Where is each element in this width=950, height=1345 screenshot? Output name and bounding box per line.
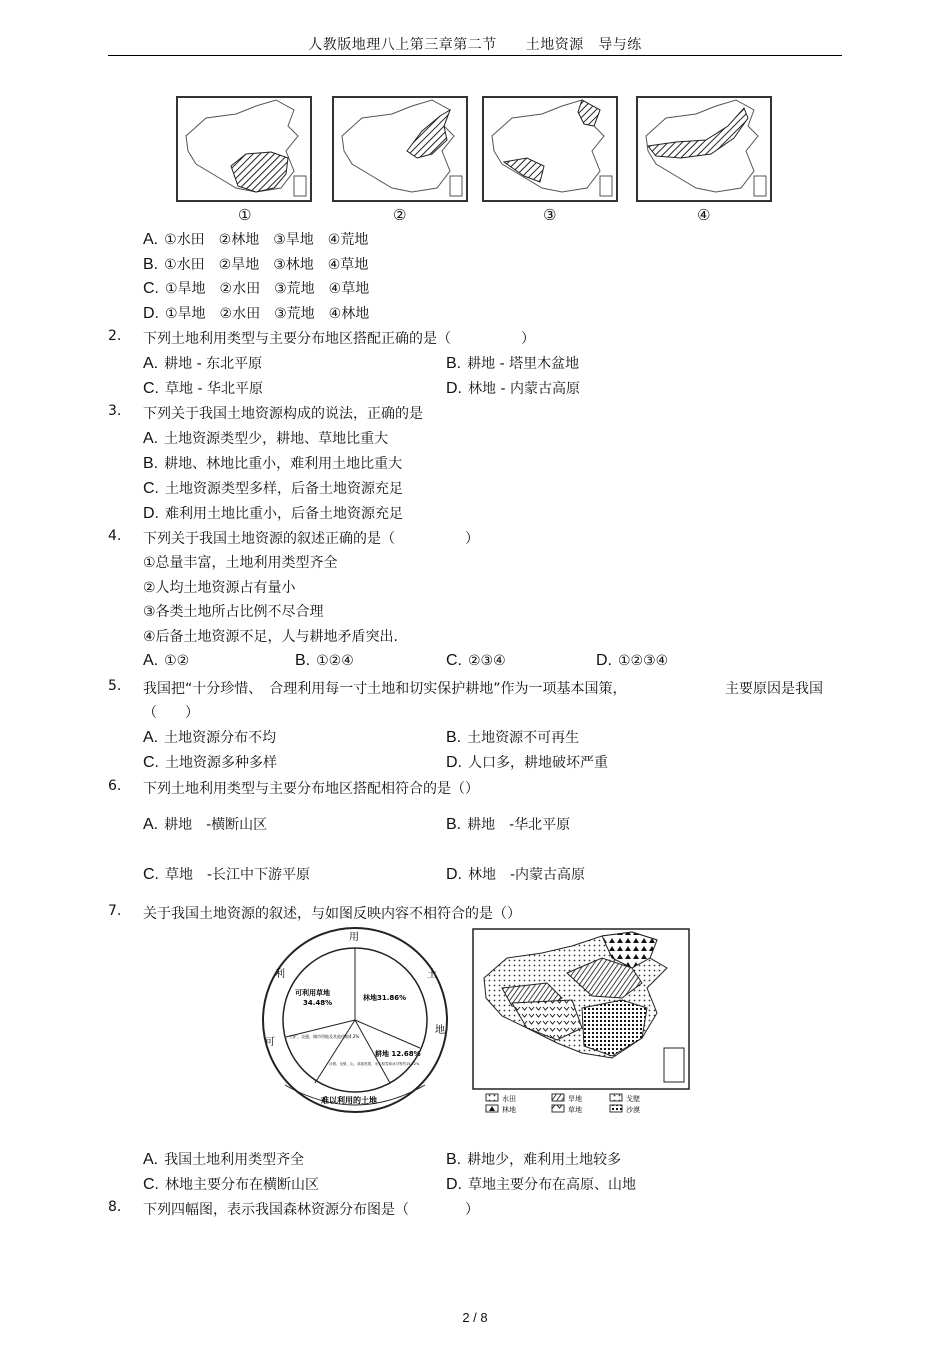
- q3-option-d[interactable]: D. 难利用土地比重小，后备土地资源充足: [143, 505, 403, 522]
- q6-number: 6.: [108, 778, 122, 794]
- q5-stem-line1: 我国把“十分珍惜、 合理利用每一寸土地和切实保护耕地”作为一项基本国策，: [143, 681, 627, 697]
- q5-stem-line2: （ ）: [143, 705, 199, 721]
- q7-stem: 关于我国土地资源的叙述，与如图反映内容不相符合的是（）: [143, 906, 521, 922]
- q2-option-a[interactable]: A. 耕地 - 东北平原: [143, 355, 263, 372]
- q2-option-b[interactable]: B. 耕地 - 塔里木盆地: [446, 355, 580, 372]
- q5-option-c[interactable]: C. 土地资源多种多样: [143, 754, 277, 771]
- land-use-map: [472, 928, 692, 1118]
- map-label-4: ④: [697, 206, 711, 224]
- q4-option-d[interactable]: D. ①②③④: [596, 652, 669, 669]
- q7-option-a[interactable]: A. 我国土地利用类型齐全: [143, 1151, 305, 1168]
- pie-farm-label: 耕地 12.68%: [375, 1050, 421, 1058]
- q4-number: 4.: [108, 528, 122, 544]
- legend-label-6: 沙漠: [626, 1106, 640, 1114]
- q7-option-d[interactable]: D. 草地主要分布在高原、山地: [446, 1176, 636, 1193]
- q1-option-b[interactable]: B. ①水田 ②旱地 ③林地 ④草地: [143, 256, 369, 273]
- pie-forest-label: 林地31.86%: [363, 994, 407, 1002]
- q3-number: 3.: [108, 403, 122, 419]
- q4-item-3: ③各类土地所占比例不尽合理: [143, 604, 324, 620]
- pie-hard-desc: 沙漠、戈壁、山、高寒荒漠、永久积雪和冰川等约15.72%: [329, 1062, 420, 1066]
- map-label-1: ①: [238, 206, 252, 224]
- header-rule: [108, 55, 842, 56]
- land-use-maps: [176, 96, 776, 228]
- q6-option-b[interactable]: B. 耕地 -华北平原: [446, 816, 571, 833]
- map-2: [333, 97, 467, 201]
- q3-option-c[interactable]: C. 土地资源类型多样，后备土地资源充足: [143, 480, 403, 497]
- q6-option-c[interactable]: C. 草地 -长江中下游平原: [143, 866, 311, 883]
- q7-option-c[interactable]: C. 林地主要分布在横断山区: [143, 1176, 319, 1193]
- pie-other-label: 工矿、交通、城市用地及其他用地4.2%: [289, 1034, 360, 1039]
- q4-option-c[interactable]: C. ②③④: [446, 652, 506, 669]
- q1-option-d[interactable]: D. ①旱地 ②水田 ③荒地 ④林地: [143, 305, 370, 322]
- legend-label-5: 草地: [568, 1106, 582, 1114]
- q1-option-c[interactable]: C. ①旱地 ②水田 ③荒地 ④草地: [143, 280, 370, 297]
- q4-item-1: ①总量丰富，土地利用类型齐全: [143, 555, 338, 571]
- map-1: [177, 97, 311, 201]
- q8-stem: 下列四幅图，表示我国森林资源分布图是（ ）: [143, 1202, 479, 1218]
- q8-number: 8.: [108, 1199, 122, 1215]
- q4-option-a[interactable]: A. ①②: [143, 652, 190, 669]
- page-number: 2 / 8: [462, 1310, 488, 1325]
- legend-label-2: 旱地: [568, 1095, 582, 1103]
- q4-item-4: ④后备土地资源不足，人与耕地矛盾突出.: [143, 629, 398, 645]
- map-label-3: ③: [543, 206, 557, 224]
- q3-option-a[interactable]: A. 土地资源类型少，耕地、草地比重大: [143, 430, 389, 447]
- q4-option-b[interactable]: B. ①②④: [295, 652, 354, 669]
- q7-option-b[interactable]: B. 耕地少，难利用土地较多: [446, 1151, 622, 1168]
- q2-option-d[interactable]: D. 林地 - 内蒙古高原: [446, 380, 580, 397]
- legend-label-4: 林地: [502, 1106, 516, 1114]
- q6-option-d[interactable]: D. 林地 -内蒙古高原: [446, 866, 586, 883]
- pie-outer-label-5: 可: [265, 1037, 275, 1048]
- q1-option-a[interactable]: A. ①水田 ②林地 ③旱地 ④荒地: [143, 231, 369, 248]
- q2-option-c[interactable]: C. 草地 - 华北平原: [143, 380, 263, 397]
- pie-outer-label-3: 地: [435, 1025, 445, 1036]
- q7-number: 7.: [108, 903, 122, 919]
- q5-stem-line1-end: 主要原因是我国: [725, 681, 823, 697]
- pie-hard-label: 难以利用的土地: [321, 1096, 377, 1105]
- pie-outer-label-2: 土: [427, 969, 437, 980]
- q6-stem: 下列土地利用类型与主要分布地区搭配相符合的是（）: [143, 781, 479, 797]
- page-header: 人教版地理八上第三章第二节 土地资源 导与练: [308, 37, 642, 53]
- map-label-2: ②: [393, 206, 407, 224]
- legend-label-1: 水田: [502, 1095, 516, 1103]
- legend-label-3: 戈壁: [626, 1095, 640, 1103]
- q5-option-a[interactable]: A. 土地资源分布不均: [143, 729, 277, 746]
- pie-outer-label-4: 利: [275, 969, 285, 980]
- q4-stem: 下列关于我国土地资源的叙述正确的是（ ）: [143, 531, 479, 547]
- pie-grass-pct: 34.48%: [303, 999, 333, 1007]
- q3-option-b[interactable]: B. 耕地、林地比重小，难利用土地比重大: [143, 455, 403, 472]
- q5-number: 5.: [108, 678, 122, 694]
- q4-item-2: ②人均土地资源占有量小: [143, 580, 296, 596]
- pie-outer-label-1: 用: [349, 932, 359, 943]
- pie-grass-label: 可利用草地: [295, 989, 330, 997]
- map-3: [483, 97, 617, 201]
- q2-stem: 下列土地利用类型与主要分布地区搭配正确的是（ ）: [143, 331, 535, 347]
- q5-option-d[interactable]: D. 人口多，耕地破坏严重: [446, 754, 608, 771]
- q3-stem: 下列关于我国土地资源构成的说法，正确的是: [143, 406, 423, 422]
- map-4: [637, 97, 771, 201]
- q2-number: 2.: [108, 328, 122, 344]
- q5-option-b[interactable]: B. 土地资源不可再生: [446, 729, 580, 746]
- q6-option-a[interactable]: A. 耕地 -横断山区: [143, 816, 268, 833]
- land-use-pie-chart: [255, 925, 455, 1115]
